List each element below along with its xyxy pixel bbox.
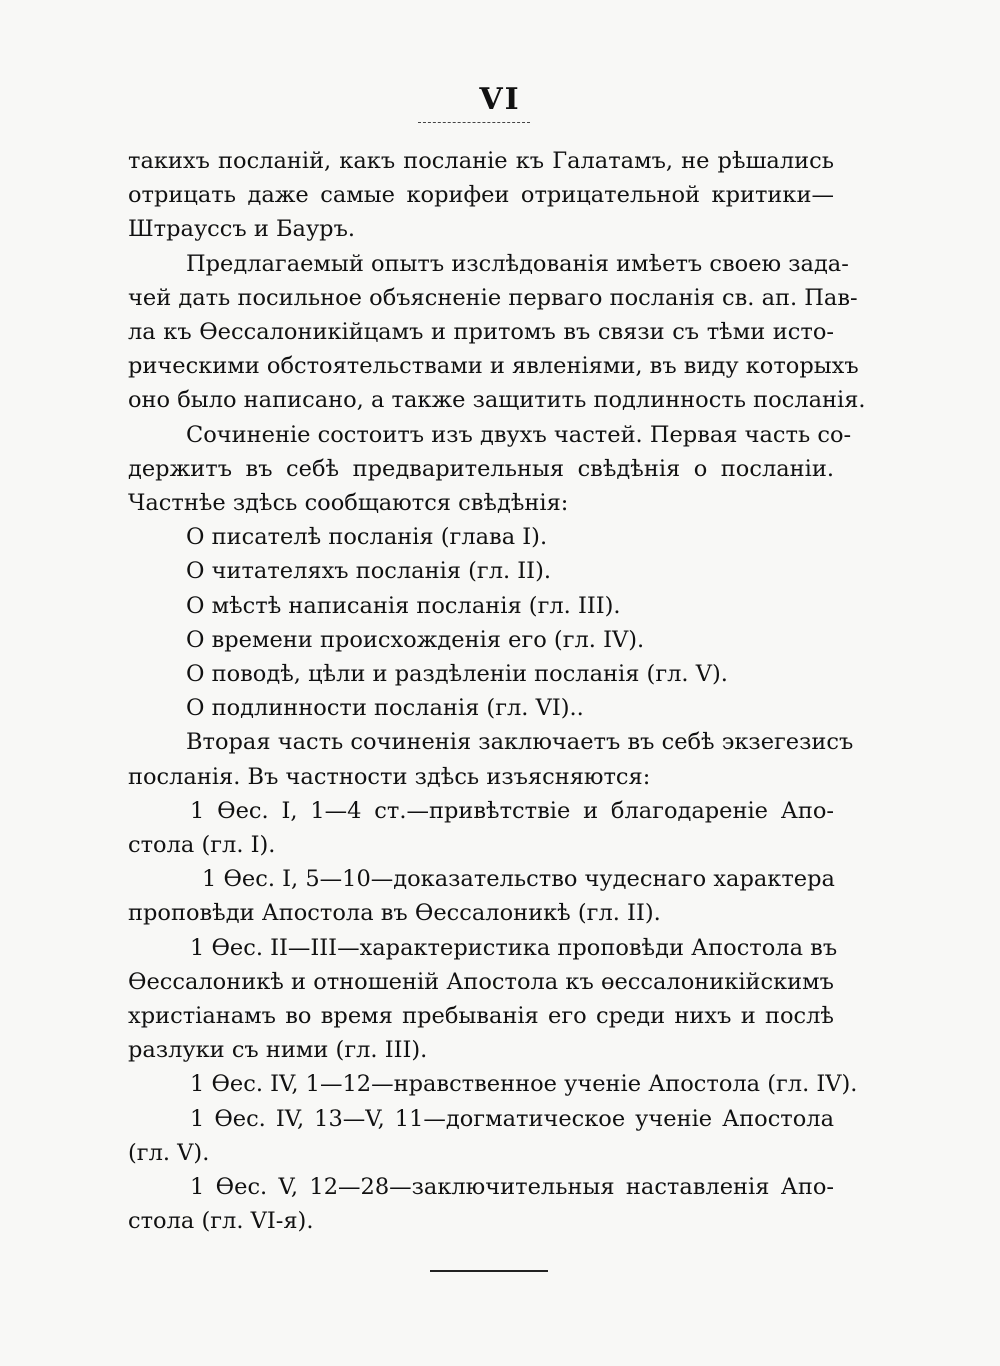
text-line: проповѣди Апостола въ Өессалоникѣ (гл. II).	[128, 900, 661, 927]
page-header	[0, 82, 1000, 117]
text-line: Штраусcъ и Бауръ.	[128, 216, 356, 243]
list-item: О времени происхожденія его (гл. IV).	[186, 626, 645, 653]
text-line: Сочиненіе состоитъ изъ двухъ частей. Первая часть со-	[186, 421, 852, 448]
text-line: 1 Өес. IV, 1—12—нравственное ученіе Апостола (гл. IV).	[190, 1071, 858, 1098]
list-item: О поводѣ, цѣли и раздѣленіи посланія (гл. V).	[186, 661, 728, 688]
list-item: О читателяхъ посланія (гл. II).	[186, 558, 551, 585]
text-line: 1 Өес. I, 1—4 ст.—привѣтствіе и благодареніе Апо-	[190, 797, 834, 824]
header-rule	[418, 122, 530, 123]
page-number: VI	[479, 82, 521, 117]
text-line: оно было написано, а также защитить подлинность посланія.	[128, 387, 866, 414]
text-line: (гл. V).	[128, 1139, 210, 1166]
text-line: Өессалоникѣ и отношеній Апостола къ өессалоникійскимъ	[128, 968, 834, 995]
text-line: рическими обстоятельствами и явленіями, въ виду которыхъ	[128, 353, 859, 380]
text-line: 1 Өес. V, 12—28—заключительныя наставленія Апо-	[190, 1174, 834, 1201]
text-line: ла къ Өессалоникійцамъ и притомъ въ связи съ тѣми исто-	[128, 319, 834, 346]
text-line: стола (гл. VI-я).	[128, 1208, 314, 1235]
text-line: Предлагаемый опытъ изслѣдованія имѣетъ своею зада-	[186, 250, 849, 277]
text-line: держитъ въ себѣ предварительныя свѣдѣнія о посланіи.	[128, 455, 834, 482]
text-line: разлуки съ ними (гл. III).	[128, 1037, 428, 1064]
list-item: О мѣстѣ написанія посланія (гл. III).	[186, 592, 621, 619]
text-line: Вторая часть сочиненія заключаетъ въ себѣ экзегезисъ	[186, 729, 854, 756]
text-line: такихъ посланій, какъ посланіе къ Галатамъ, не рѣшались	[128, 148, 834, 174]
text-line: стола (гл. I).	[128, 832, 276, 859]
text-line: христіанамъ во время пребыванія его среди нихъ и послѣ	[128, 1003, 834, 1030]
list-item: О писателѣ посланія (глава I).	[186, 524, 548, 551]
footer-rule	[430, 1270, 548, 1272]
text-line: посланія. Въ частности здѣсь изъясняются:	[128, 763, 651, 790]
text-line: отрицать даже самые корифеи отрицательной критики—	[128, 182, 834, 209]
text-line: Частнѣе здѣсь сообщаются свѣдѣнія:	[128, 490, 569, 517]
text-line: 1 Өес. I, 5—10—доказательство чудеснаго характера	[202, 866, 835, 893]
list-item: О подлинности посланія (гл. VI)..	[186, 695, 584, 722]
page-body	[128, 144, 866, 1239]
text-line: чей дать посильное объясненіе перваго посланія св. ап. Пав-	[128, 284, 858, 311]
text-line: 1 Өес. IV, 13—V, 11—догматическое ученіе Апостола	[190, 1105, 834, 1132]
text-line: 1 Өес. II—III—характеристика проповѣди Апостола въ	[190, 934, 838, 961]
